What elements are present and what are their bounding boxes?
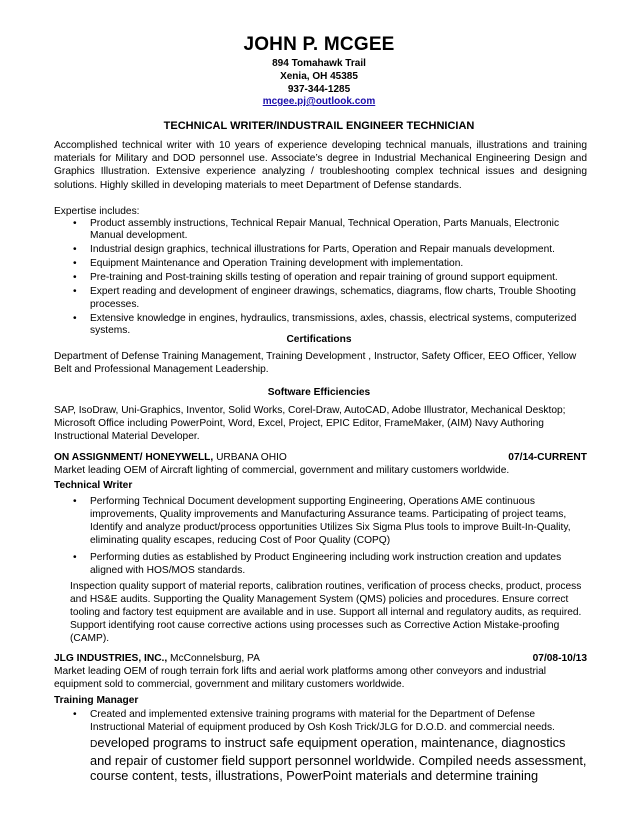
job1-dates: 07/14-CURRENT (508, 452, 587, 463)
job2-location: McConnelsburg, PA (167, 653, 260, 664)
bullet-icon: • (73, 244, 77, 256)
list-item: • Extensive knowledge in engines, hydraulics, transmissions, axles, chassis, electrical systems, computerized systems. (73, 312, 577, 337)
list-item: • Product assembly instructions, Technical Repair Manual, Technical Operation, Parts Manuals, Electronic Manual development. (73, 218, 560, 242)
job1-bullets (54, 495, 587, 579)
job2-bullet-small: Created and implemented extensive training programs with material for the Department of Defense Instructional Material of equipment produced by Osh Kosh Trick/JLG for D.O.D. and commercial needs. (90, 709, 555, 733)
bullet-icon: • (73, 286, 77, 298)
job2-bullet-lead: D (90, 739, 98, 750)
job1-description: Market leading OEM of Aircraft lighting of commercial, government and military customers worldwide. (54, 465, 510, 476)
software-heading: Software Efficiencies (267, 387, 371, 398)
job1-paragraph: Inspection quality support of material reports, calibration routines, verification of process checks, product, process and HS&E audits. Supporting the Quality Management System (QMS) policies and procedures. Ensure correct tooling and factory test equipment are available and in use. Support all internal and regulatory audits, as required. Support identifying root cause corrective actions using processes such as Corrective Action Mistake-proofing (CAMP). (70, 581, 582, 644)
street-address: 894 Tomahawk Trail (272, 58, 366, 69)
list-item (54, 708, 587, 784)
list-item: • Pre-training and Post-training skills testing of operation and repair training of ground support equipment. (73, 272, 558, 284)
software-text: SAP, IsoDraw, Uni-Graphics, Inventor, Solid Works, Corel-Draw, AutoCAD, Adobe Illustrator, Mechanical Desktop; Microsoft Office including PowerPoint, Word, Excel, Project, EPIC Editor, FrameMaker, (AIM) Navy Authoring Instructional Material Developer. (54, 405, 566, 443)
candidate-name: JOHN P. MCGEE (243, 34, 395, 55)
bullet-icon: • (73, 218, 77, 229)
job2-header (54, 652, 587, 665)
certifications-heading: Certifications (286, 334, 352, 345)
list-item: • Equipment Maintenance and Operation Training development with implementation. (73, 258, 464, 270)
job2-bullets (54, 708, 587, 785)
expertise-list (54, 218, 587, 339)
email-link[interactable]: mcgee.pj@outlook.com (262, 96, 376, 107)
professional-headline: TECHNICAL WRITER/INDUSTRAIL ENGINEER TECHNICIAN (163, 120, 475, 132)
bullet-icon: • (73, 709, 77, 720)
bullet-icon: • (73, 312, 77, 324)
job2-company: JLG INDUSTRIES, INC., (54, 653, 168, 664)
list-item: • Performing duties as established by Product Engineering including work instruction creation and updates aligned with HOS/MOS standards. (73, 552, 562, 576)
bullet-icon: • (73, 272, 77, 284)
job2-description: Market leading OEM of rough terrain fork lifts and aerial work platforms among other conveyors and industrial equipment sold to commercial, government and military customers worldwide. (54, 666, 547, 691)
bullet-icon: • (73, 552, 77, 563)
summary-paragraph: Accomplished technical writer with 10 years of experience developing technical manuals, illustrations and training materials for Military and DOD personnel use. Associate’s degree in Industrial Mechanical Engineering Design and Graphics Illustration. Extensive experience analyzing / troubleshooting complex technical issues and designing solutions. Highly skilled in developing materials to meet Department of Defense standards. (54, 140, 587, 191)
list-item: • Industrial design graphics, technical illustrations for Parts, Operation and Repair manuals development. (73, 244, 555, 256)
list-item: • Expert reading and development of engineer drawings, schematics, diagrams, flow charts, Trouble Shooting processes. (73, 286, 576, 310)
list-item: • Performing Technical Document development supporting Engineering, Operations AME continuous improvements, Quality improvements and Manufacturing Assurance teams. Participating of project teams, Identify and analyze product/process opportunities Utilizes Six Sigma Plus tools to improve Built-In-Quality, eliminating quality escapes, reducing Cost of Poor Quality (COPQ) (73, 496, 571, 546)
bullet-icon: • (73, 496, 77, 507)
job1-location: URBANA OHIO (213, 452, 287, 463)
city-state-zip: Xenia, OH 45385 (280, 71, 358, 82)
job2-bullet-large: eveloped programs to instruct safe equipment operation, maintenance, diagnostics and repair of customer field support personnel worldwide. Compiled needs assessment, course content, tests, illustrations, PowerPoint materials and determine training (90, 735, 587, 784)
job1-header (54, 451, 587, 464)
job1-company: ON ASSIGNMENT/ HONEYWELL, (54, 452, 214, 463)
email-row (0, 96, 638, 108)
certifications-text: Department of Defense Training Management, Training Development , Instructor, Safety Officer, EEO Officer, Yellow Belt and Professional Management Leadership. (54, 351, 577, 376)
phone-number: 937-344-1285 (287, 84, 351, 95)
job1-title: Technical Writer (54, 480, 133, 491)
job2-dates: 07/08-10/13 (532, 653, 587, 664)
expertise-heading: Expertise includes: (54, 206, 140, 217)
job2-title: Training Manager (54, 695, 139, 706)
bullet-icon: • (73, 258, 77, 270)
